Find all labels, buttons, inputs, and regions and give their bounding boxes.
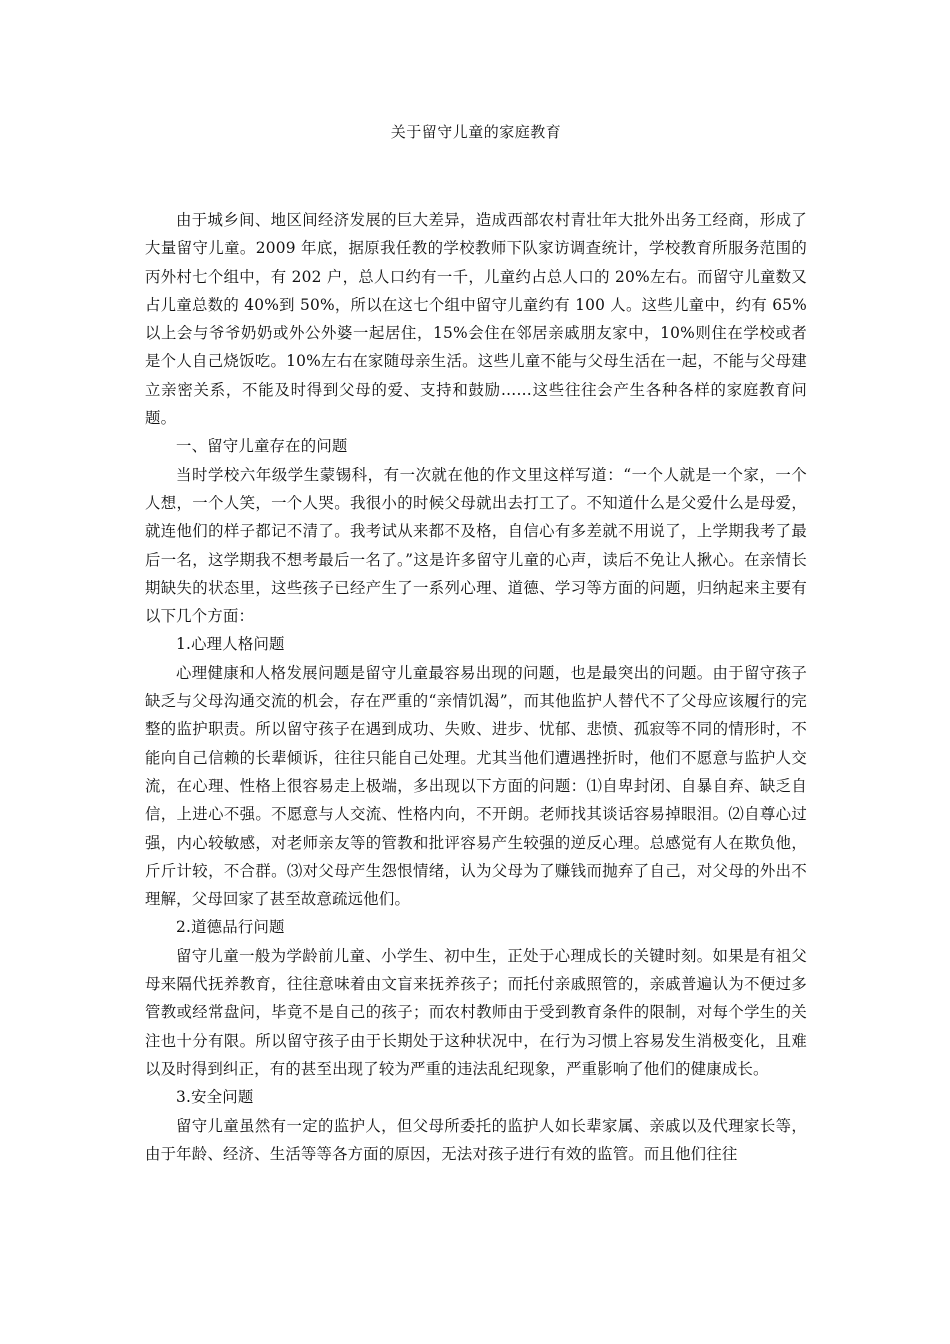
- document-title: 关于留守儿童的家庭教育: [390, 123, 562, 141]
- paragraph-safety: 留守儿童虽然有一定的监护人，但父母所委托的监护人如长辈家属、亲戚以及代理家长等，由于年龄、经济、生活等等各方面的原因，无法对孩子进行有效的监管。而且他们往往: [145, 1116, 807, 1163]
- document-body: [145, 206, 807, 1168]
- paragraph-psychology: 心理健康和人格发展问题是留守儿童最容易出现的问题，也是最突出的问题。由于留守孩子缺乏与父母沟通交流的机会，存在严重的“亲情饥渴”，而其他监护人替代不了父母应该履行的完整的监护职责。所以留守孩子在遇到成功、失败、进步、忧郁、悲愤、孤寂等不同的情形时，不能向自己信赖的长辈倾诉，往往只能自己处理。尤其当他们遭遇挫折时，他们不愿意与监护人交流，在心理、性格上很容易走上极端，多出现以下方面的问题：⑴自卑封闭、自暴自弃、缺乏自信，上进心不强。不愿意与人交流、性格内向，不开朗。老师找其谈话容易掉眼泪。⑵自尊心过强，内心较敏感，对老师亲友等的管教和批评容易产生较强的逆反心理。总感觉有人在欺负他，斤斤计较，不合群。⑶对父母产生怨恨情绪，认为父母为了赚钱而抛弃了自己，对父母的外出不理解，父母回家了甚至故意疏远他们。: [145, 663, 807, 909]
- subheading-psychology: 1.心理人格问题: [176, 635, 285, 654]
- subheading-safety: 3.安全问题: [176, 1088, 254, 1107]
- section-heading-problems: 一、留守儿童存在的问题: [176, 437, 348, 456]
- paragraph-student-essay: 当时学校六年级学生蒙锡科，有一次就在他的作文里这样写道：“一个人就是一个家，一个人想，一个人笑，一个人哭。我很小的时候父母就出去打工了。不知道什么是父爱什么是母爱，就连他们的样子都记不清了。我考试从来都不及格，自信心有多差就不用说了，上学期我考了最后一名，这学期我不想考最后一名了。”这是许多留守儿童的心声，读后不免让人揪心。在亲情长期缺失的状态里，这些孩子已经产生了一系列心理、道德、学习等方面的问题，归纳起来主要有以下几个方面：: [145, 465, 807, 626]
- subheading-morality: 2.道德品行问题: [176, 918, 285, 937]
- document-page: [145, 0, 807, 1344]
- paragraph-intro: 由于城乡间、地区间经济发展的巨大差异，造成西部农村青壮年大批外出务工经商，形成了大量留守儿童。2009 年底，据原我任教的学校教师下队家访调查统计，学校教育所服务范围的丙外村七个组中，有 202 户，总人口约有一千，儿童约占总人口的 20%左右。而留守儿童数又占儿童总数的 40%到 50%，所以在这七个组中留守儿童约有 100 人。这些儿童中，约有 65%以上会与爷爷奶奶或外公外婆一起居住，15%会住在邻居亲戚朋友家中，10%则住在学校或者是个人自己烧饭吃。10%左右在家随母亲生活。这些儿童不能与父母生活在一起，不能与父母建立亲密关系，不能及时得到父母的爱、支持和鼓励……这些往往会产生各种各样的家庭教育问题。: [145, 211, 807, 428]
- paragraph-morality: 留守儿童一般为学龄前儿童、小学生、初中生，正处于心理成长的关键时刻。如果是有祖父母来隔代抚养教育，往往意味着由文盲来抚养孩子；而托付亲戚照管的，亲戚普遍认为不便过多管教或经常盘问，毕竟不是自己的孩子；而农村教师由于受到教育条件的限制，对每个学生的关注也十分有限。所以留守孩子由于长期处于这种状况中，在行为习惯上容易发生消极变化，且难以及时得到纠正，有的甚至出现了较为严重的违法乱纪现象，严重影响了他们的健康成长。: [145, 946, 807, 1078]
